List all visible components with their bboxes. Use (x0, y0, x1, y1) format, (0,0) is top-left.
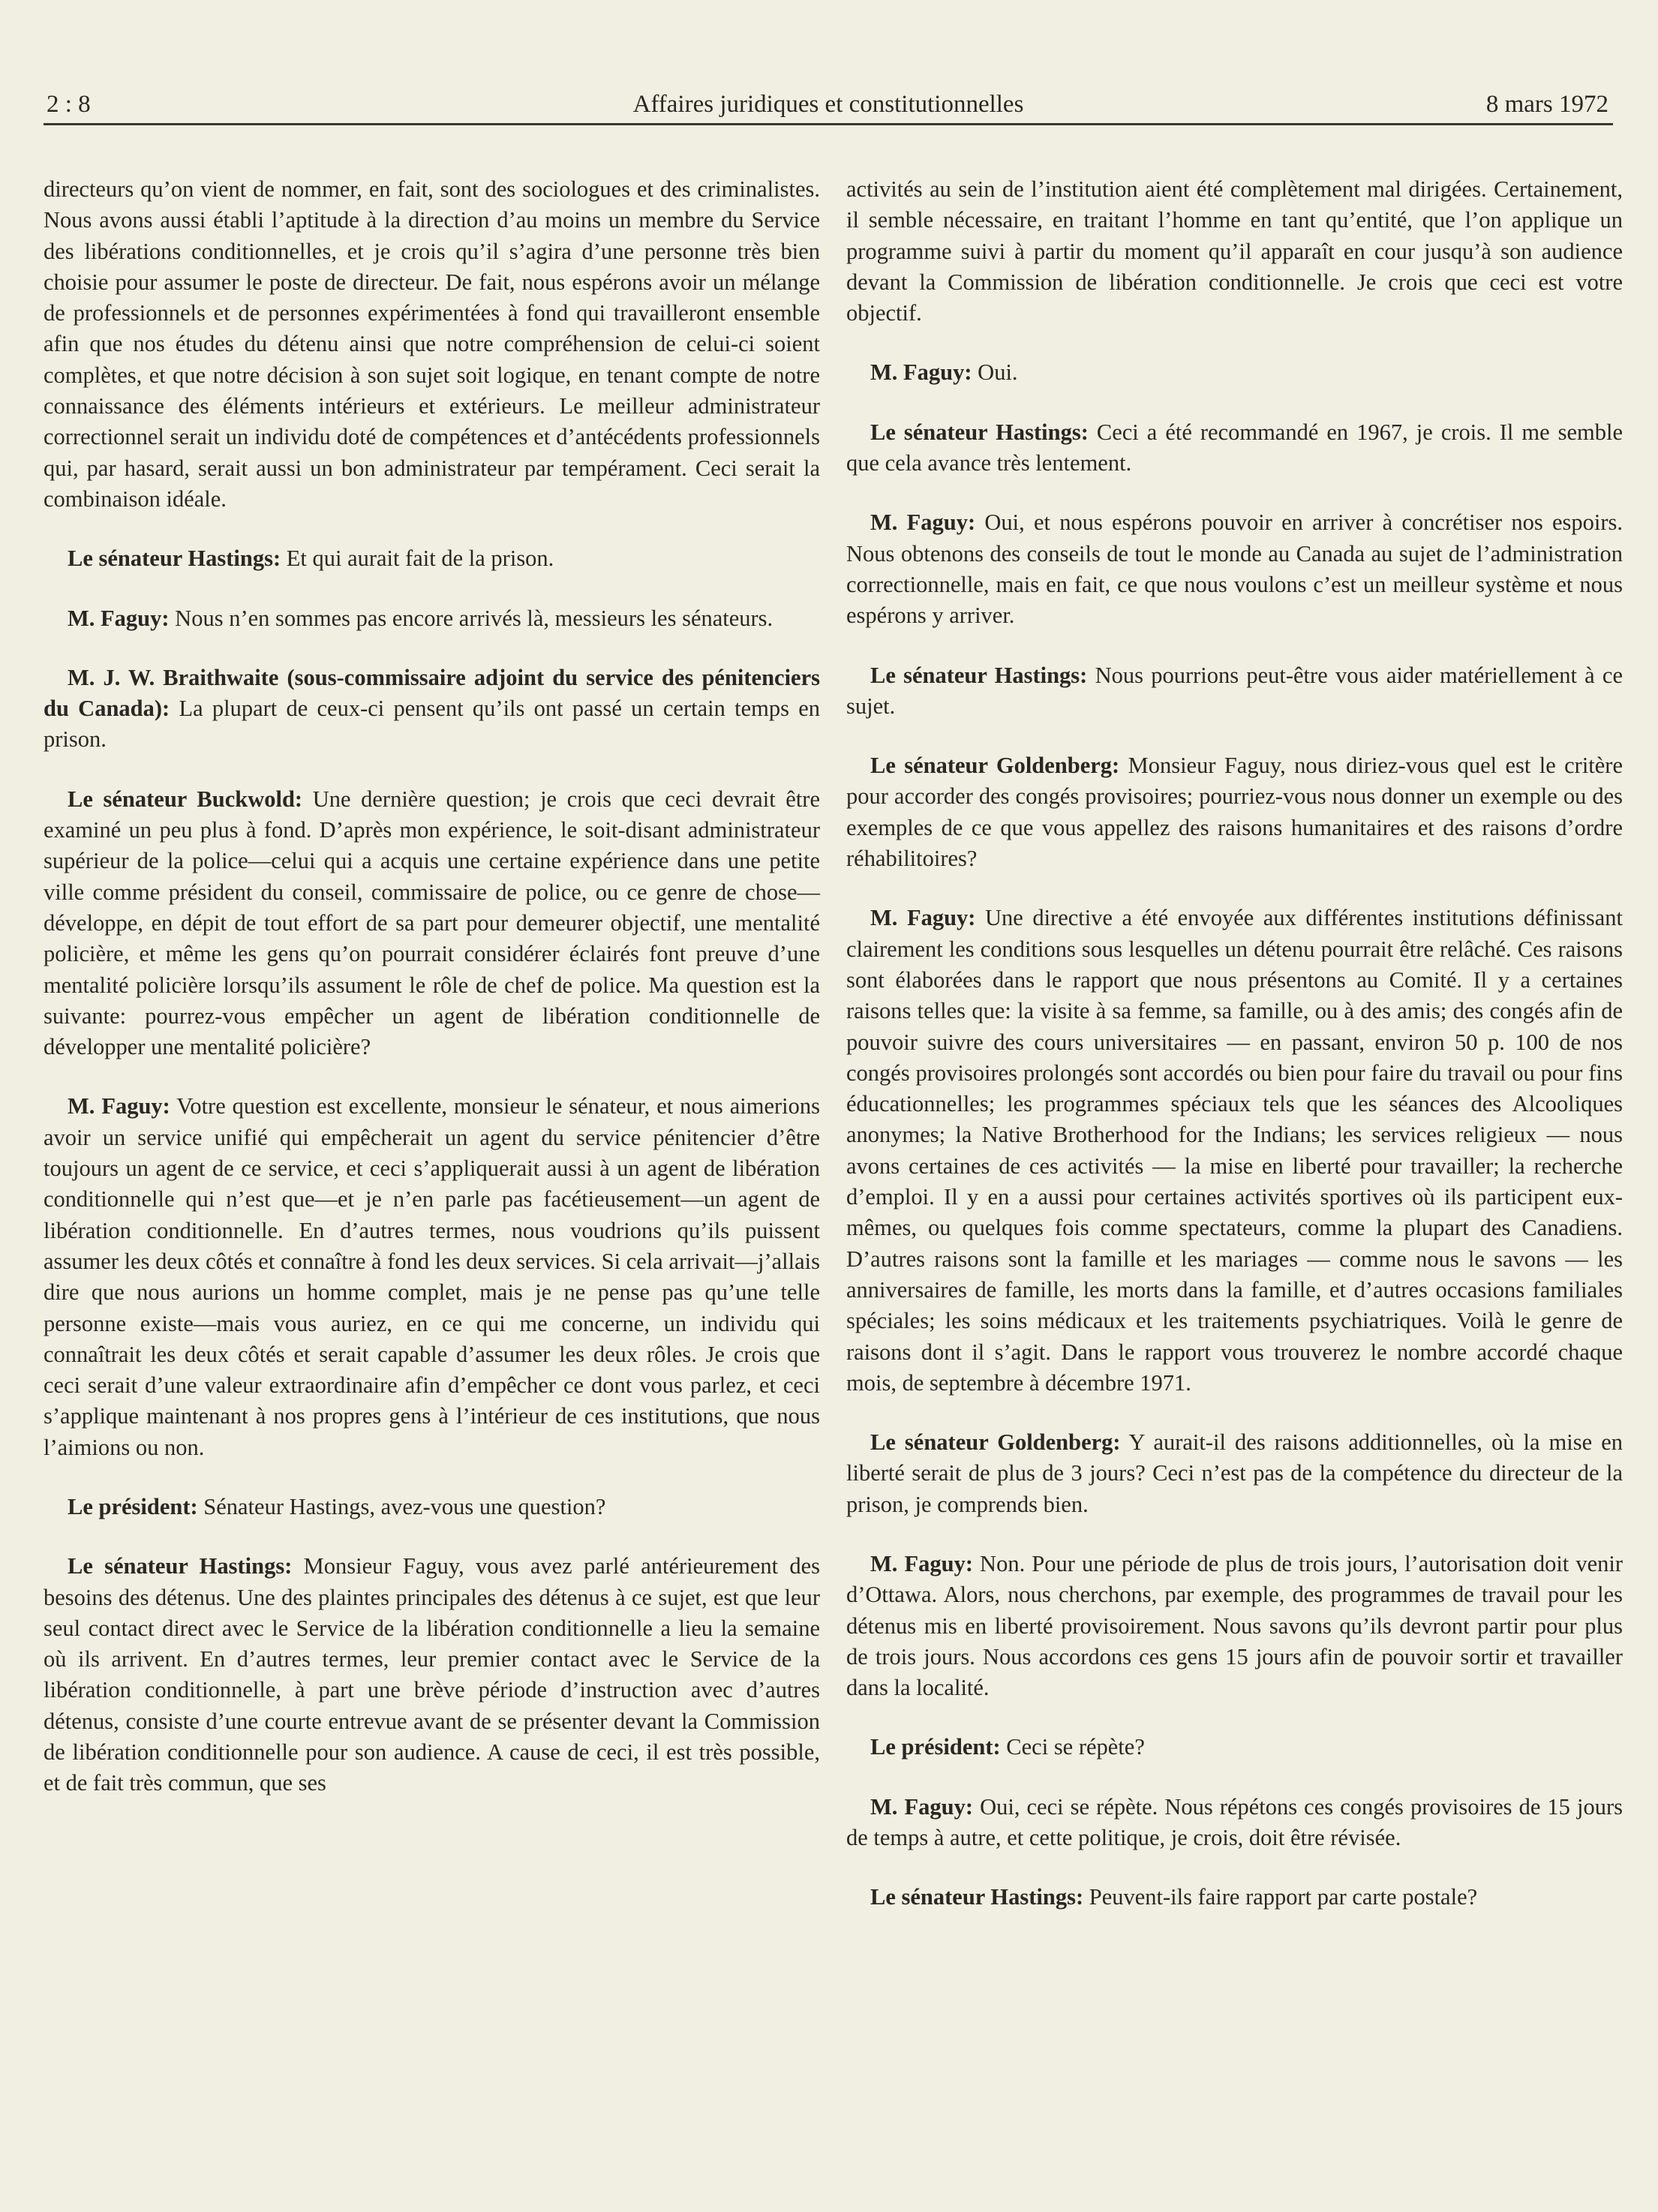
speech-text: La plupart de ceux-ci pensent qu’ils ont passé un certain temps en prison. (44, 696, 820, 753)
left-column (44, 174, 820, 1799)
speech-paragraph (846, 1549, 1623, 1703)
speech-paragraph (846, 417, 1623, 479)
speaker-name: M. Faguy: (68, 1093, 170, 1120)
speaker-name: M. Faguy: (870, 1550, 973, 1576)
speaker-name: Le sénateur Hastings: (870, 419, 1089, 445)
page-header (44, 75, 1613, 125)
speech-paragraph (846, 507, 1623, 631)
speech-paragraph (846, 1732, 1623, 1763)
speech-paragraph (846, 750, 1623, 874)
speech-text: Une directive a été envoyée aux différentes institutions définissant clairement les conditions sous lesquelles un détenu pourrait être relâché. Ces raisons sont élaborées dans le rapport que nous présentons au Comité. Il y a certaines raisons telles que: la visite à sa femme, sa famille, ou à des amis; des congés afin de pouvoir suivre des cours universitaires — en passant, environ 50 p. 100 de nos congés provisoires prolongés sont accordés ou bien pour faire du travail ou pour fins éducationnelles; les programmes spéciaux tels que les séances des Alcooliques anonymes; la Native Brotherhood for the Indians; les services religieux — nous avons certaines de ces activités — la mise en liberté pour travailler; la recherche d’emploi. Il y en a aussi pour certaines activités sportives où ils participent eux-mêmes, ou quelques fois comme spectateurs, comme la plupart des Canadiens. D’autres raisons sont la famille et les mariages — comme nous le savons — les anniversaires de famille, les morts dans la famille, et d’autres occasions familiales spéciales; les soins médicaux et les traitements psychiatriques. Voilà le genre de raisons dont il s’agit. Dans le rapport vous trouverez le nombre accordé chaque mois, de septembre à décembre 1971. (846, 905, 1623, 1396)
speech-text: Ceci a été recommandé en 1967, je crois. Il me semble que cela avance très lentement. (846, 419, 1623, 476)
speech-paragraph (44, 1551, 820, 1799)
speaker-name: M. Faguy: (870, 509, 976, 536)
speaker-name: M. Faguy: (68, 605, 170, 631)
speaker-name: Le sénateur Hastings: (870, 1884, 1084, 1910)
speech-paragraph (846, 357, 1623, 388)
speech-text: Votre question est excellente, monsieur le sénateur, et nous aimerions avoir un service unifié qui empêcherait un agent du service pénitencier d’être toujours un agent de ce service, et ceci s’appliquerait aussi à un agent de libération conditionnelle qui n’est que—et je n’en parle pas facétieusement—un agent de libération conditionnelle. En d’autres termes, nous voudrions qu’ils puissent assumer les deux côtés et connaître à fond les deux services. Si cela arrivait—j’allais dire que nous aurions un homme complet, mais je ne pense pas qu’une telle personne existe—mais vous auriez, en ce qui me concerne, un individu qui connaîtrait les deux côtés et serait capable d’assumer les deux rôles. Je crois que ceci serait d’une valeur extraordinaire afin d’empêcher ce dont vous parlez, et ceci s’applique maintenant à nos propres gens à l’intérieur de ces institutions, que nous l’aimions ou non. (44, 1093, 820, 1460)
speech-paragraph (846, 174, 1623, 329)
speech-paragraph (44, 543, 820, 574)
speech-text: Oui. (978, 359, 1018, 386)
speech-paragraph (44, 1091, 820, 1463)
speech-paragraph (846, 1882, 1623, 1913)
speech-text: Monsieur Faguy, vous avez parlé antérieurement des besoins des détenus. Une des plaintes principales des détenus à ce sujet, est que leur seul contact direct avec le Service de la libération conditionnelle a lieu la semaine où ils arrivent. En d’autres termes, leur premier contact avec le Service de la libération conditionnelle, à part une brève période d’instruction avec d’autres détenus, consiste d’une courte entrevue avant de se présenter devant la Commission de libération conditionnelle pour son audience. A cause de ceci, il est très possible, et de fait très commun, que ses (44, 1553, 821, 1796)
speaker-name: Le sénateur Goldenberg: (870, 753, 1120, 779)
speaker-name: Le président: (870, 1734, 1001, 1760)
speech-text: Y aurait-il des raisons additionnelles, où la mise en liberté serait de plus de 3 jours? Ceci n’est pas de la compétence du directeur de la prison, je comprends bien. (846, 1429, 1623, 1517)
speaker-name: Le sénateur Goldenberg: (870, 1429, 1121, 1456)
speech-paragraph (44, 174, 820, 515)
speaker-name: M. J. W. Braithwaite (sous-commissaire adjoint du service des pénitenciers du Canada): (44, 664, 820, 722)
speaker-name: Le sénateur Hastings: (870, 662, 1088, 688)
speaker-name: M. Faguy: (870, 905, 976, 931)
speech-paragraph (846, 660, 1623, 723)
page-date: 8 mars 1972 (1485, 91, 1608, 118)
running-title: Affaires juridiques et constitutionnelles (632, 91, 1024, 118)
speech-text: Sénateur Hastings, avez-vous une question? (203, 1493, 606, 1519)
speaker-name: M. Faguy: (870, 359, 972, 386)
speech-text: Monsieur Faguy, nous diriez-vous quel est le critère pour accorder des congés provisoires; pourriez-vous nous donner un exemple ou des exemples de ce que vous appellez des raisons humanitaires et des raisons d’ordre réhabilitoires? (846, 753, 1623, 872)
speaker-name: M. Faguy: (870, 1793, 973, 1820)
speaker-name: Le sénateur Hastings: (68, 545, 281, 572)
speech-paragraph (846, 1427, 1623, 1520)
speech-text: Une dernière question; je crois que ceci devrait être examiné un peu plus à fond. D’après mon expérience, le soit-disant administrateur supérieur de la police—celui qui a acquis une certaine expérience dans une petite ville comme président du conseil, commissaire de police, ou ce genre de chose—développe, en dépit de tout effort de sa part pour demeurer objectif, une mentalité policière, et même les gens qu’on pourrait considérer éclairés font preuve d’une mentalité policière lorsqu’ils assument le rôle de chef de police. Ma question est la suivante: pourrez-vous empêcher un agent de libération conditionnelle de développer une mentalité policière? (44, 786, 820, 1060)
speech-text: Non. Pour une période de plus de trois jours, l’autorisation doit venir d’Ottawa. Alors, nous cherchons, par exemple, des programmes de travail pour les détenus mis en liberté provisoirement. Nous savons qu’ils devront partir pour plus de trois jours. Nous accordons ces gens 15 jours afin de pouvoir sortir et travailler dans la localité. (846, 1550, 1623, 1701)
speech-paragraph (44, 603, 820, 634)
speech-text: directeurs qu’on vient de nommer, en fait, sont des sociologues et des criminalistes. Nous avons aussi établi l’aptitude à la direction d’au moins un membre du Service des libérations conditionnelles, et je crois qu’il s’agira d’une personne très bien choisie pour assumer le poste de directeur. De fait, nous espérons avoir un mélange de professionnels et de personnes expérimentées à fond qui travailleront ensemble afin que nos études du détenu ainsi que notre compréhension de celui-ci soient complètes, et que notre décision à son sujet soit logique, en tenant compte de notre connaissance des éléments intérieurs et extérieurs. Le meilleur administrateur correctionnel serait un individu doté de compétences et d’antécédents professionnels qui, par hasard, serait aussi un bon administrateur par tempérament. Ceci serait la combinaison idéale. (44, 176, 820, 512)
speech-text: Nous n’en sommes pas encore arrivés là, messieurs les sénateurs. (175, 605, 773, 631)
page-number: 2 : 8 (47, 91, 91, 118)
speech-text: Ceci se répète? (1006, 1734, 1145, 1760)
speaker-name: Le sénateur Buckwold: (68, 786, 303, 812)
speech-text: Et qui aurait fait de la prison. (286, 545, 554, 572)
speaker-name: Le président: (68, 1493, 198, 1519)
speech-paragraph (44, 784, 820, 1063)
speech-text: Peuvent-ils faire rapport par carte postale? (1089, 1884, 1478, 1910)
right-column (846, 174, 1623, 1913)
speech-text: Oui, ceci se répète. Nous répétons ces congés provisoires de 15 jours de temps à autre, et cette politique, je crois, doit être révisée. (846, 1793, 1623, 1851)
speaker-name: Le sénateur Hastings: (68, 1553, 293, 1579)
speech-paragraph (846, 1792, 1623, 1854)
speech-paragraph (44, 663, 820, 756)
speech-text: Oui, et nous espérons pouvoir en arriver à concrétiser nos espoirs. Nous obtenons des conseils de tout le monde au Canada au sujet de l’administration correctionnelle, mais en fait, ce que nous voulons c’est un meilleur système et nous espérons y arriver. (846, 509, 1623, 629)
speech-paragraph (846, 903, 1623, 1399)
speech-paragraph (44, 1492, 820, 1522)
speech-text: Nous pourrions peut-être vous aider matériellement à ce sujet. (846, 662, 1623, 719)
speech-text: activités au sein de l’institution aient été complètement mal dirigées. Certainement, il semble nécessaire, en traitant l’homme en tant qu’entité, que l’on applique un programme suivi à partir du moment qu’il apparaît en cour jusqu’à son audience devant la Commission de libération conditionnelle. Je crois que ceci est votre objectif. (846, 176, 1623, 326)
